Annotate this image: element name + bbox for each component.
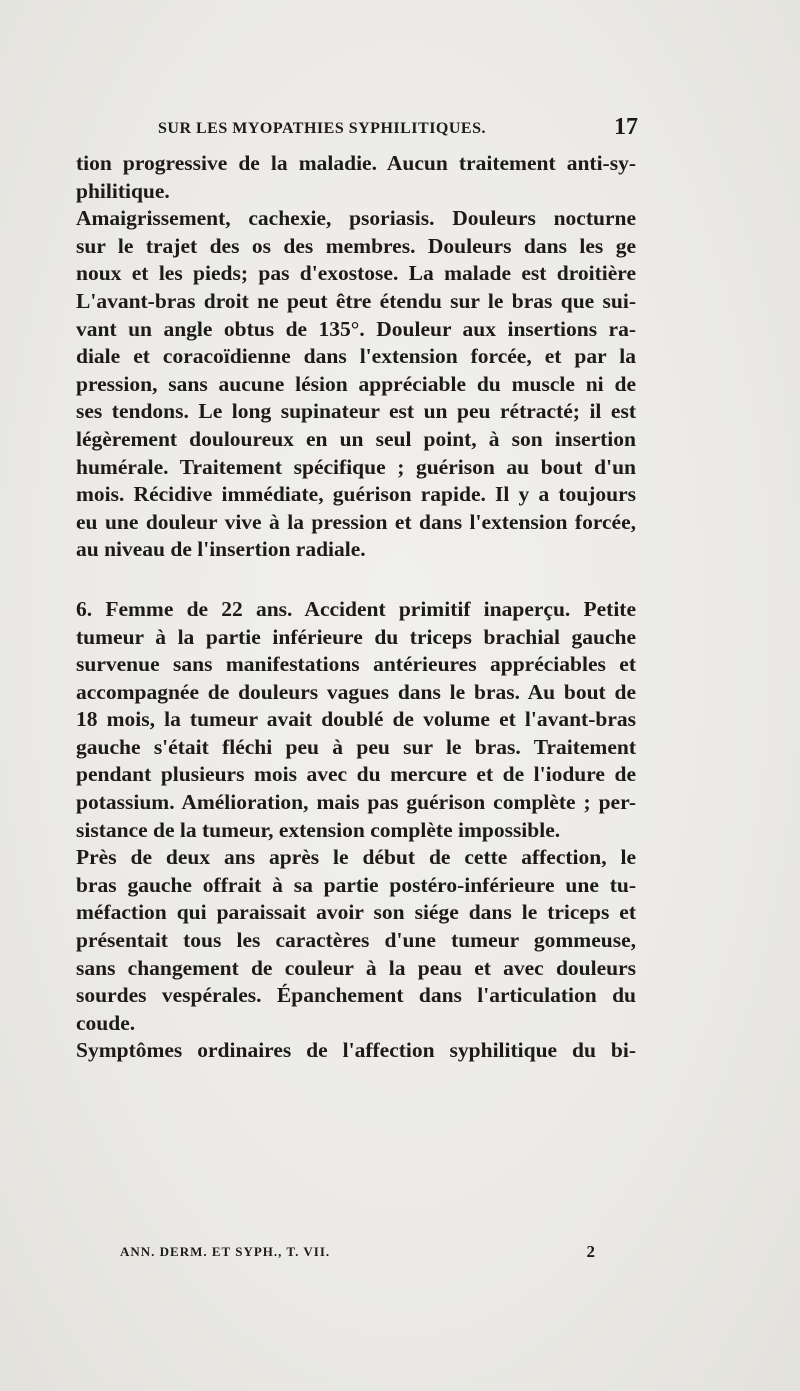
text-line: humérale. Traitement spécifique ; guérison au bout d'un [76,454,636,479]
paragraph [76,596,636,844]
body-text [76,150,636,1065]
page-number: 17 [614,114,638,140]
signature-mark: 2 [586,1242,595,1261]
text-line: Symptômes ordinaires de l'affection syphilitique du bi- [76,1038,636,1063]
text-line: philitique. [76,178,170,203]
text-line: Près de deux ans après le début de cette affection, le [76,845,636,870]
text-line: sans changement de couleur à la peau et avec douleurs [76,955,636,980]
text-line: coude. [76,1010,136,1035]
text-line: Amaigrissement, cachexie, psoriasis. Douleurs nocturne [76,206,636,231]
text-line: légèrement douloureux en un seul point, à son insertion [76,426,636,451]
text-line: ses tendons. Le long supinateur est un peu rétracté; il est [76,399,636,424]
journal-signature: ANN. DERM. ET SYPH., T. VII. [120,1244,331,1259]
text-line: gauche s'était fléchi peu à peu sur le bras. Traitement [76,734,636,759]
text-line: survenue sans manifestations antérieures appréciables et [76,652,636,677]
text-line: potassium. Amélioration, mais pas guérison complète ; per- [76,790,636,815]
text-line: 6. Femme de 22 ans. Accident primitif inaperçu. Petite [76,596,636,621]
text-line: tumeur à la partie inférieure du triceps brachial gauche [76,624,636,649]
page-footer [120,1244,595,1264]
paragraph [76,150,636,205]
paragraph [76,844,636,1037]
text-line: noux et les pieds; pas d'exostose. La malade est droitière [76,261,636,286]
text-line: sistance de la tumeur, extension complète impossible. [76,817,561,842]
page-header [158,116,638,142]
text-line: accompagnée de douleurs vagues dans le bras. Au bout de [76,679,636,704]
paragraph [76,205,636,564]
text-line: pression, sans aucune lésion appréciable du muscle ni de [76,371,636,396]
text-line: sur le trajet des os des membres. Douleurs dans les ge [76,233,636,258]
text-line: bras gauche offrait à sa partie postéro-inférieure une tu- [76,872,636,897]
text-line: présentait tous les caractères d'une tumeur gommeuse, [76,928,636,953]
text-line: diale et coracoïdienne dans l'extension forcée, et par la [76,344,636,369]
text-line: sourdes vespérales. Épanchement dans l'articulation du [76,983,636,1008]
text-line: L'avant-bras droit ne peut être étendu sur le bras que sui- [76,288,636,313]
text-line: 18 mois, la tumeur avait doublé de volume et l'avant-bras [76,707,636,732]
text-line: mois. Récidive immédiate, guérison rapide. Il y a toujours [76,482,636,507]
paragraph [76,1037,636,1065]
text-line: vant un angle obtus de 135°. Douleur aux insertions ra- [76,316,636,341]
running-title: SUR LES MYOPATHIES SYPHILITIQUES. [158,120,486,137]
paragraph-gap [76,564,636,596]
text-line: au niveau de l'insertion radiale. [76,537,366,562]
text-line: méfaction qui paraissait avoir son siége dans le triceps et [76,900,636,925]
text-line: eu une douleur vive à la pression et dans l'extension forcée, [76,509,636,534]
text-line: pendant plusieurs mois avec du mercure et de l'iodure de [76,762,636,787]
text-line: tion progressive de la maladie. Aucun traitement anti-sy- [76,151,636,175]
